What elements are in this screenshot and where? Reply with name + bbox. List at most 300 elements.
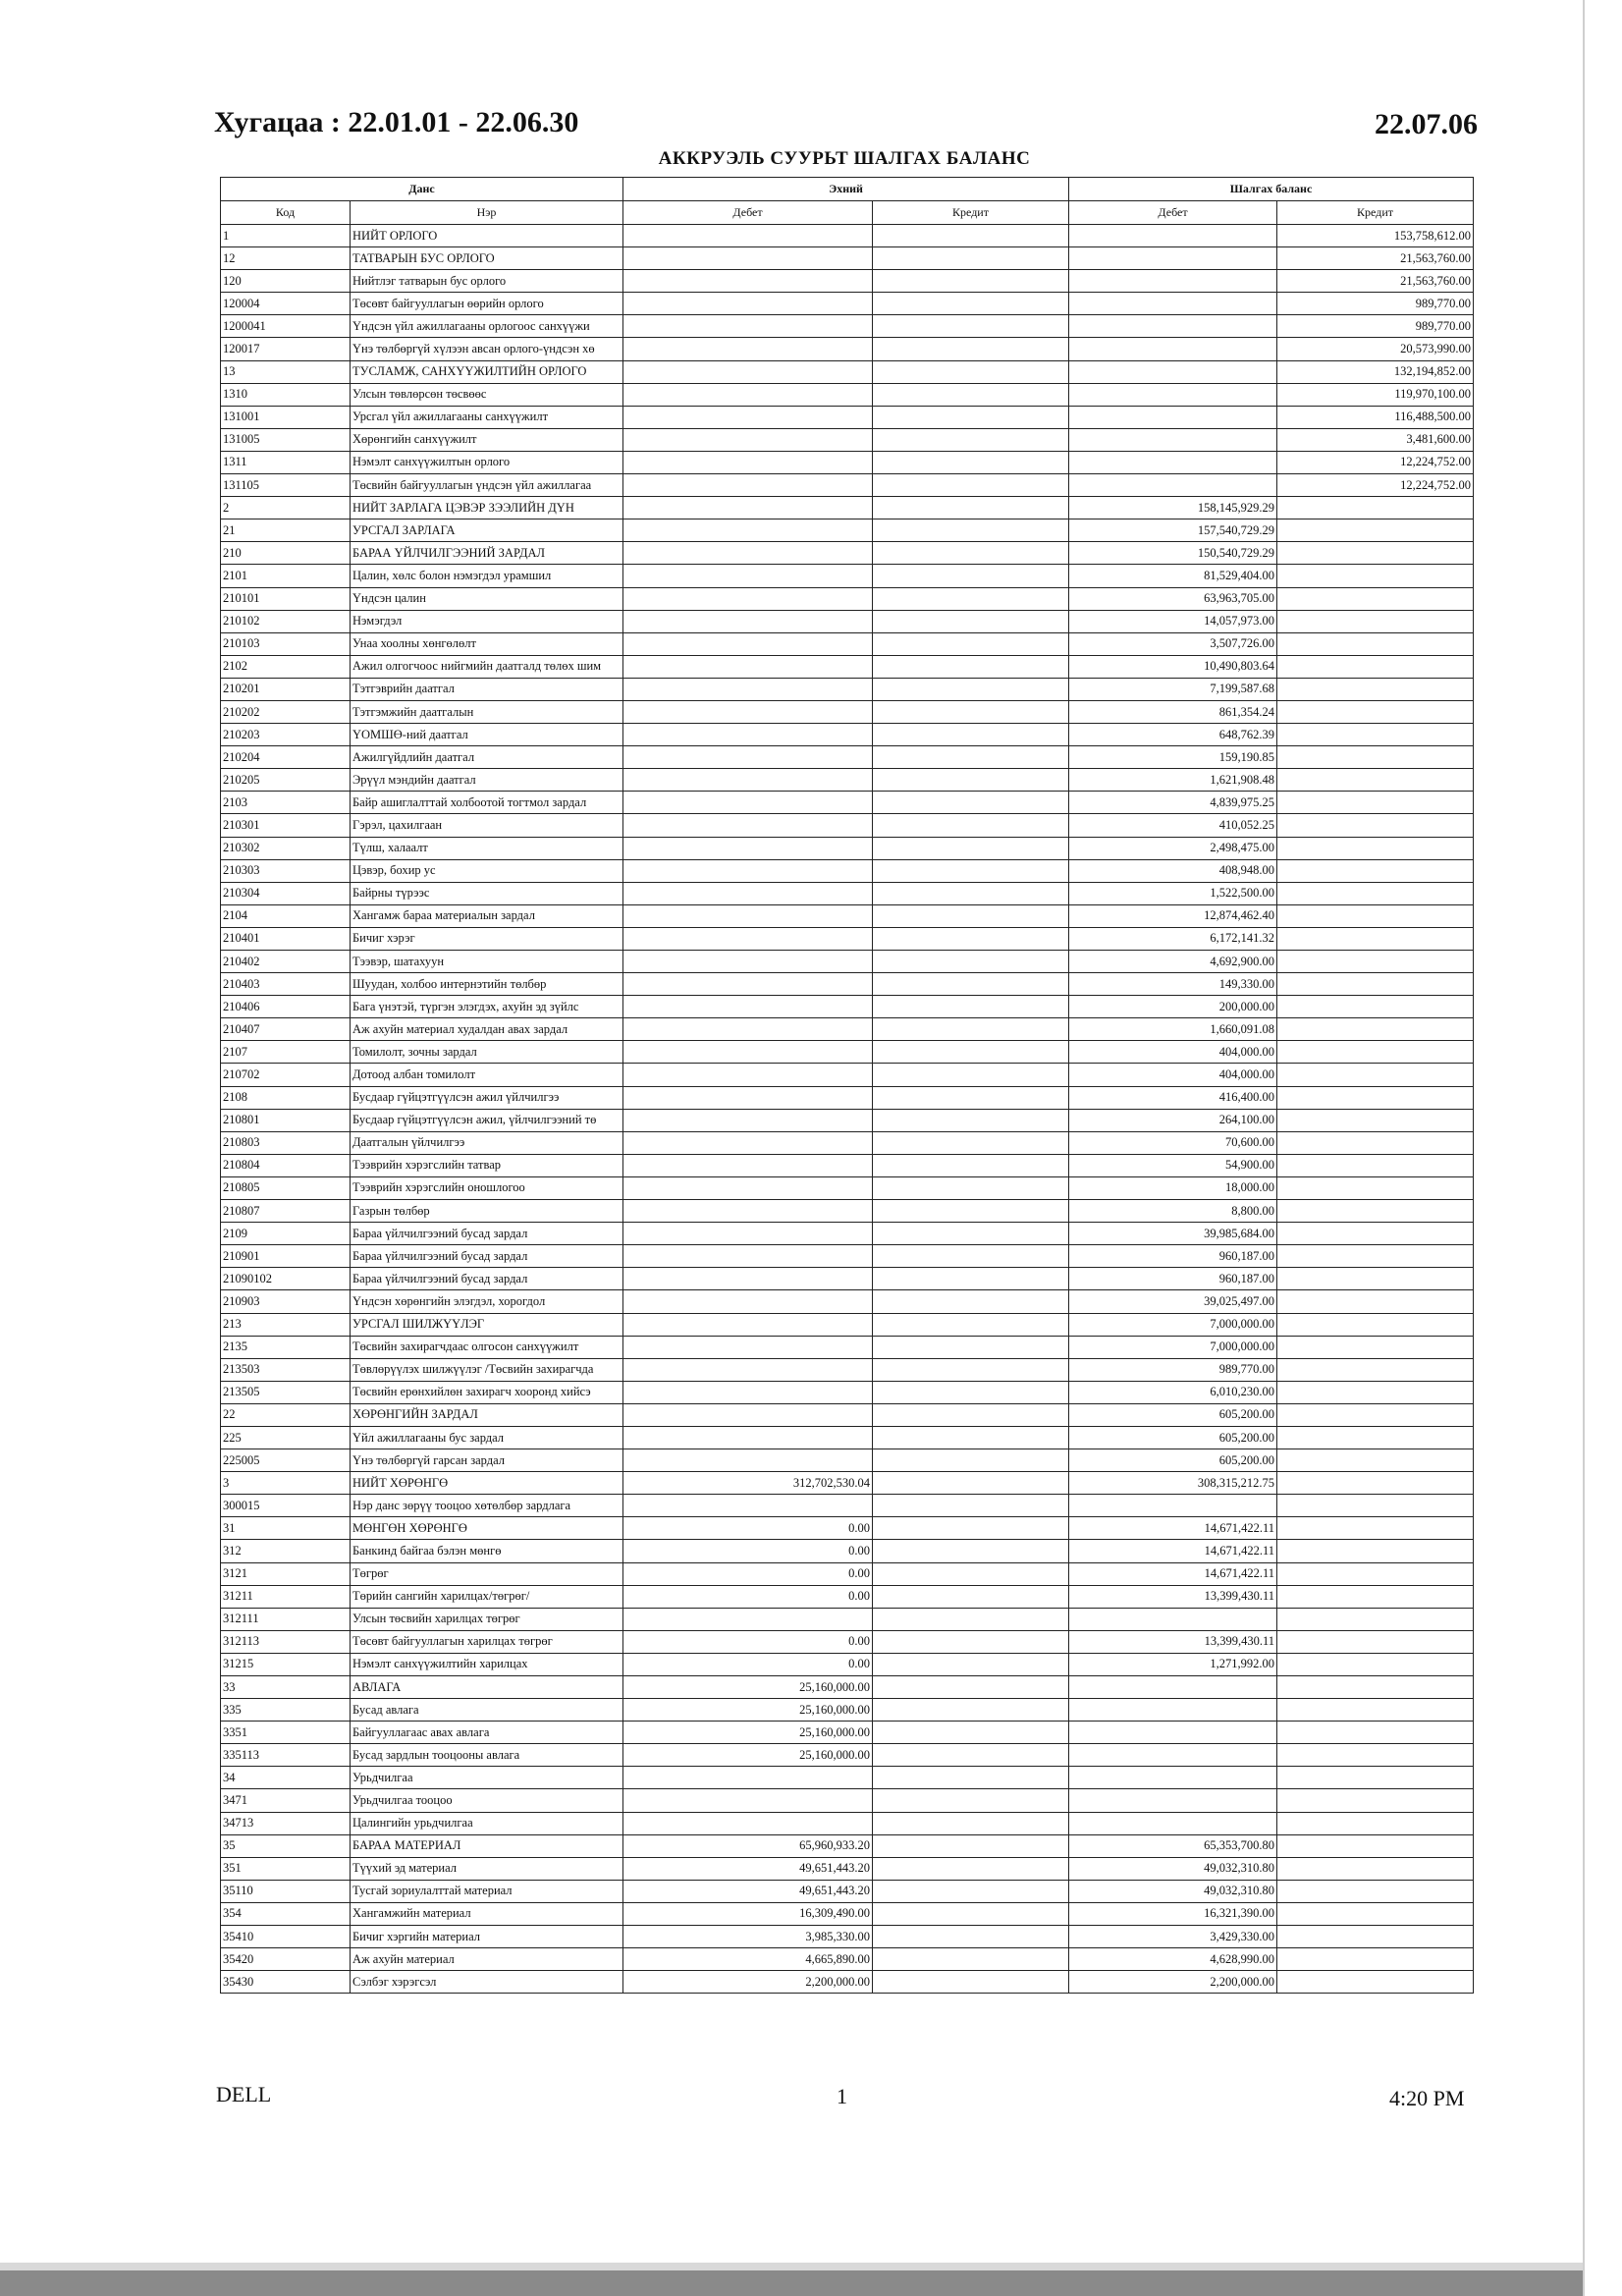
cell-opening-credit [873,1630,1069,1653]
cell-balance-debit [1069,338,1277,360]
cell-opening-debit [623,406,873,428]
cell-opening-credit [873,904,1069,927]
table-row [221,769,1474,792]
cell-balance-debit [1069,474,1277,497]
cell-balance-debit: 13,399,430.11 [1069,1585,1277,1608]
cell-balance-credit: 119,970,100.00 [1277,383,1474,406]
cell-balance-credit [1277,1290,1474,1313]
cell-balance-credit [1277,700,1474,723]
cell-name: Төрийн сангийн харилцах/төгрөг/ [351,1585,623,1608]
cell-name: МӨНГӨН ХӨРӨНГӨ [351,1517,623,1540]
cell-balance-debit: 605,200.00 [1069,1403,1277,1426]
cell-balance-credit [1277,1857,1474,1880]
cell-opening-credit [873,1064,1069,1086]
table-row [221,1200,1474,1223]
cell-code: 31211 [221,1585,351,1608]
cell-balance-debit: 4,839,975.25 [1069,792,1277,814]
table-row [221,1971,1474,1994]
cell-balance-credit: 20,573,990.00 [1277,338,1474,360]
table-row [221,1268,1474,1290]
cell-balance-credit [1277,565,1474,587]
cell-opening-credit [873,587,1069,610]
cell-opening-debit [623,270,873,293]
cell-code: 2135 [221,1336,351,1358]
cell-balance-credit [1277,1245,1474,1268]
group-header-account: Данс [221,178,623,201]
table-row [221,814,1474,837]
cell-name: Улсын төсвийн харилцах төгрөг [351,1608,623,1630]
table-row [221,1744,1474,1767]
cell-name: Түүхий эд материал [351,1857,623,1880]
cell-code: 210805 [221,1176,351,1199]
cell-opening-debit [623,1086,873,1109]
column-header-opening-debit: Дебет [623,201,873,225]
cell-balance-credit [1277,814,1474,837]
cell-opening-debit [623,1154,873,1176]
cell-code: 210407 [221,1018,351,1041]
table-row [221,428,1474,451]
cell-balance-credit [1277,1926,1474,1948]
cell-name: УРСГАЛ ШИЛЖҮҮЛЭГ [351,1313,623,1336]
table-row [221,792,1474,814]
cell-balance-credit [1277,1722,1474,1744]
cell-opening-debit [623,315,873,338]
cell-code: 131001 [221,406,351,428]
cell-opening-credit [873,632,1069,655]
cell-balance-credit [1277,1176,1474,1199]
cell-opening-debit [623,225,873,247]
cell-name: Улсын төвлөрсөн төсвөөс [351,383,623,406]
cell-balance-credit [1277,1630,1474,1653]
cell-code: 2102 [221,655,351,678]
cell-balance-credit [1277,746,1474,769]
cell-code: 33 [221,1676,351,1699]
cell-opening-debit [623,792,873,814]
cell-code: 225005 [221,1449,351,1472]
cell-balance-debit: 39,025,497.00 [1069,1290,1277,1313]
cell-opening-credit [873,951,1069,973]
cell-balance-debit: 54,900.00 [1069,1154,1277,1176]
cell-name: Шуудан, холбоо интернэтийн төлбөр [351,973,623,996]
cell-name: ҮОМШӨ-ний даатгал [351,724,623,746]
table-row [221,1041,1474,1064]
cell-balance-credit [1277,632,1474,655]
cell-balance-debit: 150,540,729.29 [1069,542,1277,565]
cell-balance-debit: 4,692,900.00 [1069,951,1277,973]
cell-opening-credit [873,338,1069,360]
cell-code: 210205 [221,769,351,792]
cell-balance-credit: 12,224,752.00 [1277,451,1474,473]
cell-opening-debit [623,951,873,973]
cell-balance-debit: 1,522,500.00 [1069,882,1277,904]
cell-opening-credit [873,678,1069,700]
cell-name: Нэмэлт санхүүжилтийн харилцах [351,1653,623,1675]
cell-name: Бусад авлага [351,1699,623,1722]
cell-name: Байр ашиглалттай холбоотой тогтмол зардал [351,792,623,814]
cell-opening-debit [623,1495,873,1517]
cell-balance-credit [1277,904,1474,927]
cell-balance-debit [1069,1744,1277,1767]
cell-name: Хангамж бараа материалын зардал [351,904,623,927]
table-row [221,451,1474,473]
cell-code: 210102 [221,610,351,632]
table-body [221,225,1474,1994]
cell-code: 35430 [221,1971,351,1994]
cell-code: 210 [221,542,351,565]
cell-balance-credit [1277,1018,1474,1041]
table-row [221,1857,1474,1880]
cell-opening-credit [873,293,1069,315]
table-row [221,746,1474,769]
cell-code: 35410 [221,1926,351,1948]
cell-code: 225 [221,1426,351,1449]
cell-code: 210304 [221,882,351,904]
cell-opening-debit [623,1064,873,1086]
cell-name: Үндсэн хөрөнгийн элэгдэл, хорогдол [351,1290,623,1313]
cell-code: 210702 [221,1064,351,1086]
table-row [221,1176,1474,1199]
table-row [221,1245,1474,1268]
cell-code: 21 [221,519,351,542]
cell-name: Тэтгэврийн даатгал [351,678,623,700]
cell-name: Томилолт, зочны зардал [351,1041,623,1064]
cell-balance-credit [1277,769,1474,792]
cell-code: 210801 [221,1109,351,1131]
table-row [221,1358,1474,1381]
cell-opening-credit [873,360,1069,383]
cell-name: НИЙТ ОРЛОГО [351,225,623,247]
cell-balance-credit [1277,678,1474,700]
cell-balance-debit [1069,360,1277,383]
cell-balance-credit: 21,563,760.00 [1277,270,1474,293]
cell-opening-debit: 4,665,890.00 [623,1948,873,1971]
cell-opening-debit [623,1041,873,1064]
cell-balance-credit [1277,1540,1474,1562]
table-row [221,1902,1474,1925]
table-row [221,270,1474,293]
table-row [221,1926,1474,1948]
cell-balance-credit [1277,1902,1474,1925]
cell-code: 22 [221,1403,351,1426]
cell-opening-credit [873,1426,1069,1449]
cell-opening-credit [873,1154,1069,1176]
cell-opening-credit [873,746,1069,769]
cell-opening-credit [873,1268,1069,1290]
cell-name: Үндсэн үйл ажиллагааны орлогоос санхүүжи [351,315,623,338]
cell-balance-credit [1277,1109,1474,1131]
cell-balance-credit [1277,1223,1474,1245]
cell-balance-credit [1277,1767,1474,1789]
cell-opening-debit: 0.00 [623,1562,873,1585]
cell-opening-credit [873,247,1069,270]
cell-name: Тусгай зориулалттай материал [351,1880,623,1902]
cell-code: 210903 [221,1290,351,1313]
cell-code: 213505 [221,1381,351,1403]
cell-opening-debit [623,1245,873,1268]
cell-opening-credit [873,1585,1069,1608]
cell-opening-debit: 49,651,443.20 [623,1857,873,1880]
cell-balance-debit: 4,628,990.00 [1069,1948,1277,1971]
cell-name: ХӨРӨНГИЙН ЗАРДАЛ [351,1403,623,1426]
cell-balance-debit: 416,400.00 [1069,1086,1277,1109]
cell-opening-credit [873,519,1069,542]
cell-balance-credit [1277,542,1474,565]
cell-balance-debit: 14,671,422.11 [1069,1562,1277,1585]
cell-name: НИЙТ ХӨРӨНГӨ [351,1472,623,1495]
cell-balance-debit: 1,271,992.00 [1069,1653,1277,1675]
table-row [221,1767,1474,1789]
cell-name: Урьдчилгаа тооцоо [351,1789,623,1812]
cell-name: Төсөвт байгууллагын өөрийн орлого [351,293,623,315]
cell-code: 2 [221,497,351,519]
cell-opening-debit [623,882,873,904]
table-row [221,678,1474,700]
cell-opening-credit [873,814,1069,837]
table-row [221,973,1474,996]
cell-name: Хөрөнгийн санхүүжилт [351,428,623,451]
cell-balance-debit: 18,000.00 [1069,1176,1277,1199]
cell-balance-debit [1069,1699,1277,1722]
cell-name: НИЙТ ЗАРЛАГА ЦЭВЭР ЗЭЭЛИЙН ДҮН [351,497,623,519]
cell-code: 210401 [221,927,351,950]
cell-balance-debit: 14,671,422.11 [1069,1540,1277,1562]
cell-opening-credit [873,1722,1069,1744]
cell-name: Төвлөрүүлэх шилжүүлэг /Төсвийн захирагчда [351,1358,623,1381]
cell-balance-credit [1277,1426,1474,1449]
cell-name: Төгрөг [351,1562,623,1585]
report-period: Хугацаа : 22.01.01 - 22.06.30 [214,106,579,138]
cell-balance-debit [1069,1767,1277,1789]
cell-opening-credit [873,1336,1069,1358]
cell-name: Бичиг хэрэг [351,927,623,950]
cell-opening-debit [623,519,873,542]
cell-balance-credit [1277,610,1474,632]
cell-opening-debit [623,1812,873,1834]
cell-balance-debit: 81,529,404.00 [1069,565,1277,587]
cell-opening-credit [873,1086,1069,1109]
cell-balance-credit [1277,497,1474,519]
cell-name: Нэмэгдэл [351,610,623,632]
cell-balance-debit [1069,270,1277,293]
cell-balance-credit [1277,1086,1474,1109]
table-row [221,225,1474,247]
cell-code: 210202 [221,700,351,723]
cell-opening-credit [873,1971,1069,1994]
cell-opening-debit [623,1131,873,1154]
cell-opening-debit: 0.00 [623,1540,873,1562]
cell-opening-credit [873,1744,1069,1767]
cell-name: Аж ахуйн материал худалдан авах зардал [351,1018,623,1041]
cell-opening-debit: 49,651,443.20 [623,1880,873,1902]
cell-opening-credit [873,724,1069,746]
table-row [221,632,1474,655]
cell-balance-debit: 7,000,000.00 [1069,1313,1277,1336]
cell-balance-credit [1277,1154,1474,1176]
cell-code: 1200041 [221,315,351,338]
cell-code: 210203 [221,724,351,746]
table-row [221,1517,1474,1540]
cell-opening-debit: 3,985,330.00 [623,1926,873,1948]
cell-balance-credit [1277,1517,1474,1540]
table-row [221,610,1474,632]
cell-opening-debit [623,1381,873,1403]
cell-name: Төсөвт байгууллагын харилцах төгрөг [351,1630,623,1653]
cell-opening-debit [623,746,873,769]
scan-shadow [0,2263,1622,2270]
column-header-row [221,201,1474,225]
cell-balance-debit: 648,762.39 [1069,724,1277,746]
cell-balance-debit: 404,000.00 [1069,1064,1277,1086]
cell-balance-debit [1069,383,1277,406]
table-row [221,542,1474,565]
cell-balance-credit [1277,792,1474,814]
cell-opening-debit [623,383,873,406]
cell-code: 335113 [221,1744,351,1767]
cell-balance-debit: 63,963,705.00 [1069,587,1277,610]
cell-code: 13 [221,360,351,383]
cell-opening-debit [623,632,873,655]
cell-name: Цэвэр, бохир ус [351,859,623,882]
cell-balance-debit: 6,010,230.00 [1069,1381,1277,1403]
cell-name: Сэлбэг хэрэгсэл [351,1971,623,1994]
cell-opening-credit [873,1495,1069,1517]
cell-balance-credit [1277,724,1474,746]
cell-code: 354 [221,1902,351,1925]
cell-opening-credit [873,1789,1069,1812]
cell-balance-debit: 70,600.00 [1069,1131,1277,1154]
table-row [221,1403,1474,1426]
table-row [221,1086,1474,1109]
cell-code: 35420 [221,1948,351,1971]
cell-opening-debit [623,587,873,610]
cell-opening-credit [873,1699,1069,1722]
cell-opening-credit [873,1608,1069,1630]
cell-balance-credit [1277,1495,1474,1517]
column-header-opening-credit: Кредит [873,201,1069,225]
cell-balance-debit [1069,1722,1277,1744]
cell-balance-credit [1277,973,1474,996]
cell-opening-debit: 0.00 [623,1517,873,1540]
table-row [221,1789,1474,1812]
cell-balance-debit: 410,052.25 [1069,814,1277,837]
cell-opening-credit [873,1948,1069,1971]
cell-opening-credit [873,1834,1069,1857]
cell-code: 210302 [221,837,351,859]
table-row [221,1630,1474,1653]
cell-opening-debit [623,700,873,723]
cell-code: 3471 [221,1789,351,1812]
cell-opening-credit [873,1018,1069,1041]
cell-balance-credit: 12,224,752.00 [1277,474,1474,497]
cell-name: Бага үнэтэй, түргэн элэгдэх, ахуйн эд зүйлс [351,996,623,1018]
cell-opening-credit [873,700,1069,723]
cell-opening-debit [623,655,873,678]
cell-opening-credit [873,1540,1069,1562]
cell-opening-credit [873,1676,1069,1699]
cell-opening-credit [873,1176,1069,1199]
cell-name: Бичиг хэргийн материал [351,1926,623,1948]
table-row [221,565,1474,587]
cell-opening-credit [873,1472,1069,1495]
cell-opening-credit [873,1358,1069,1381]
cell-balance-debit: 308,315,212.75 [1069,1472,1277,1495]
cell-opening-credit [873,837,1069,859]
cell-opening-debit: 25,160,000.00 [623,1722,873,1744]
cell-balance-debit: 960,187.00 [1069,1268,1277,1290]
cell-opening-debit [623,1336,873,1358]
cell-name: Урьдчилгаа [351,1767,623,1789]
cell-opening-debit [623,1426,873,1449]
table-row [221,904,1474,927]
cell-name: Үнэ төлбөргүй хүлээн авсан орлого-үндсэн хө [351,338,623,360]
cell-name: Төсвийн захирагчдаас олгосон санхүүжилт [351,1336,623,1358]
table-row [221,315,1474,338]
cell-code: 210301 [221,814,351,837]
cell-code: 213 [221,1313,351,1336]
table-row [221,1812,1474,1834]
column-header-name: Нэр [351,201,623,225]
cell-code: 2108 [221,1086,351,1109]
cell-balance-credit [1277,1653,1474,1675]
table-row [221,519,1474,542]
cell-opening-debit [623,497,873,519]
table-row [221,1540,1474,1562]
cell-opening-debit [623,769,873,792]
cell-code: 351 [221,1857,351,1880]
cell-name: Төсвийн байгууллагын үндсэн үйл ажиллагаа [351,474,623,497]
cell-opening-credit [873,270,1069,293]
cell-balance-debit: 2,200,000.00 [1069,1971,1277,1994]
cell-balance-debit: 149,330.00 [1069,973,1277,996]
cell-name: Төсвийн ерөнхийлөн захирагч хооронд хийсэ [351,1381,623,1403]
print-time: 4:20 PM [1389,2086,1465,2110]
cell-code: 31215 [221,1653,351,1675]
cell-code: 2107 [221,1041,351,1064]
cell-name: Ажилгүйдлийн даатгал [351,746,623,769]
cell-code: 2109 [221,1223,351,1245]
table-row [221,1948,1474,1971]
cell-balance-debit [1069,1812,1277,1834]
cell-name: Байрны түрээс [351,882,623,904]
column-header-balance-credit: Кредит [1277,201,1474,225]
cell-balance-debit [1069,225,1277,247]
table-row [221,996,1474,1018]
cell-balance-debit: 3,507,726.00 [1069,632,1277,655]
cell-balance-credit: 132,194,852.00 [1277,360,1474,383]
cell-opening-credit [873,428,1069,451]
cell-opening-credit [873,882,1069,904]
cell-code: 35 [221,1834,351,1857]
page-number: 1 [837,2084,847,2108]
table-row [221,1290,1474,1313]
cell-balance-credit [1277,1812,1474,1834]
cell-code: 312 [221,1540,351,1562]
cell-balance-credit [1277,1971,1474,1994]
cell-balance-debit: 14,057,973.00 [1069,610,1277,632]
cell-code: 210406 [221,996,351,1018]
cell-balance-debit: 404,000.00 [1069,1041,1277,1064]
cell-opening-debit: 65,960,933.20 [623,1834,873,1857]
table-row [221,1585,1474,1608]
cell-opening-credit [873,1517,1069,1540]
cell-code: 210804 [221,1154,351,1176]
table-row [221,1722,1474,1744]
cell-opening-debit [623,360,873,383]
cell-balance-credit [1277,1789,1474,1812]
cell-opening-credit [873,1109,1069,1131]
trial-balance-table [220,177,1474,1994]
cell-code: 210204 [221,746,351,769]
